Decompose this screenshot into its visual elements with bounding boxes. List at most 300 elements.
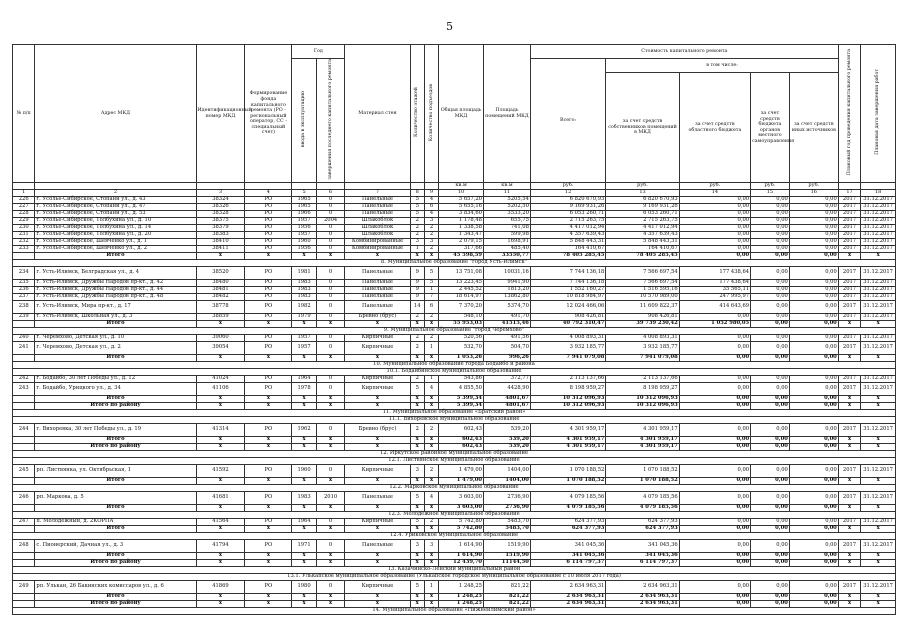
table-cell: 5 657,20: [439, 197, 484, 204]
table-cell: 1: [424, 376, 438, 383]
header-plan-date: Плановая дата завершения работ: [861, 45, 896, 183]
table-cell: 41314: [196, 424, 245, 437]
table-cell: 1 614,90: [439, 553, 484, 560]
table-cell: х: [196, 437, 245, 444]
table-cell: х: [424, 396, 438, 403]
units-row: [13, 183, 896, 190]
table-cell: 5 848 443,31: [606, 239, 679, 246]
table-cell: х: [316, 505, 345, 512]
table-cell: 18 614,97: [439, 294, 484, 301]
table-cell: 0,00: [789, 342, 838, 355]
table-cell: 0,00: [679, 376, 750, 383]
table-cell: 232: [13, 239, 35, 246]
table-cell: 0,00: [751, 287, 790, 294]
table-cell: 229: [13, 218, 35, 225]
table-cell: [13, 560, 35, 567]
table-cell: 2: [424, 465, 438, 478]
table-cell: 2736,90: [483, 505, 530, 512]
table-cell: 38520: [196, 267, 245, 280]
table-cell: 504,70: [483, 342, 530, 355]
table-cell: 0,00: [789, 519, 838, 526]
table-cell: 0,00: [789, 444, 838, 451]
table-cell: 9 169 931,26: [530, 204, 605, 211]
table-cell: 1 248,25: [439, 594, 484, 601]
table-cell: 1982: [292, 301, 316, 314]
table-cell: 0,00: [789, 355, 838, 362]
table-cell: х: [838, 437, 860, 444]
table-cell: 0,00: [751, 218, 790, 225]
table-cell: 2017: [838, 294, 860, 301]
table-cell: 7 566 697,54: [606, 267, 679, 280]
table-cell: 4 855,50: [439, 383, 484, 396]
table-cell: х: [245, 526, 292, 533]
table-cell: 31.12.2017: [861, 540, 896, 553]
table-cell: 0,00: [679, 437, 750, 444]
table-cell: 1 178,48: [439, 218, 484, 225]
table-cell: РО: [245, 204, 292, 211]
header-fund: Формирование фонда капитального ремонта (РО - региональный оператор, СС - специальный счет): [245, 45, 292, 183]
table-cell: 0: [316, 342, 345, 355]
table-cell: 3: [424, 218, 438, 225]
table-cell: х: [345, 355, 410, 362]
table-cell: 6 820 670,93: [606, 197, 679, 204]
table-cell: 0,00: [751, 197, 790, 204]
table-cell: 1964: [292, 519, 316, 526]
table-cell: 2017: [838, 376, 860, 383]
table-header: [13, 45, 896, 197]
table-cell: г. Черемхово, Детская ул., д. 10: [35, 335, 196, 342]
table-cell: РО: [245, 519, 292, 526]
table-cell: Панельные: [345, 287, 410, 294]
table-cell: 602,43: [439, 444, 484, 451]
table-cell: х: [196, 601, 245, 608]
column-number: 16: [789, 190, 838, 197]
table-cell: 0,00: [789, 560, 838, 567]
table-cell: 2 715 263,75: [606, 218, 679, 225]
table-cell: 2: [424, 246, 438, 253]
table-cell: 6: [424, 204, 438, 211]
column-number: 4: [245, 190, 292, 197]
table-cell: 31.12.2017: [861, 314, 896, 321]
header-regional: за счет средств областного бюджета: [679, 73, 750, 183]
table-cell: 341 045,36: [606, 553, 679, 560]
table-cell: РО: [245, 267, 292, 280]
table-cell: 0,00: [679, 540, 750, 553]
table-cell: х: [838, 478, 860, 485]
table-cell: х: [245, 437, 292, 444]
table-cell: х: [196, 594, 245, 601]
table-cell: 78 405 285,45: [606, 253, 679, 260]
table-cell: 0,00: [751, 403, 790, 410]
table-cell: 0: [316, 335, 345, 342]
table-cell: 0,00: [789, 314, 838, 321]
table-cell: Панельные: [345, 211, 410, 218]
table-cell: х: [424, 437, 438, 444]
table-cell: 1519,90: [483, 540, 530, 553]
table-cell: 2: [410, 335, 424, 342]
table-cell: 2017: [838, 301, 860, 314]
table-cell: РО: [245, 465, 292, 478]
table-cell: х: [424, 594, 438, 601]
table-cell: 1957: [292, 232, 316, 239]
table-cell: 2017: [838, 465, 860, 478]
section-header-row: [13, 369, 896, 376]
table-cell: 247 995,97: [679, 294, 750, 301]
table-cell: г. Вихоревка, 30 лет Победы ул., д. 19: [35, 424, 196, 437]
table-cell: 2017: [838, 218, 860, 225]
table-cell: 602,43: [439, 424, 484, 437]
table-cell: 7 370,20: [439, 301, 484, 314]
table-cell: х: [424, 444, 438, 451]
table-cell: 1956: [292, 246, 316, 253]
table-cell: 0,00: [789, 253, 838, 260]
table-cell: 1957: [292, 218, 316, 225]
table-cell: 9 169 931,26: [606, 204, 679, 211]
table-cell: х: [410, 321, 424, 328]
table-cell: 0,00: [751, 540, 790, 553]
table-cell: 1980: [292, 581, 316, 594]
table-cell: 38324: [196, 197, 245, 204]
table-cell: 4 079 185,56: [530, 492, 605, 505]
table-cell: 9: [410, 287, 424, 294]
table-cell: х: [410, 594, 424, 601]
table-cell: х: [410, 505, 424, 512]
table-cell: 5: [410, 492, 424, 505]
table-cell: 78 405 285,45: [530, 253, 605, 260]
table-cell: 0,00: [679, 204, 750, 211]
section-header-row: [13, 485, 896, 492]
table-cell: х: [316, 253, 345, 260]
section-title: 14. Муниципальное образование «Нижнеилимский район»: [13, 608, 896, 615]
table-cell: 2: [410, 314, 424, 321]
table-cell: х: [196, 321, 245, 328]
table-cell: 40 792 310,47: [530, 321, 605, 328]
table-cell: 10 312 096,93: [530, 403, 605, 410]
table-cell: 3 834,60: [439, 211, 484, 218]
table-cell: 1: [424, 581, 438, 594]
table-cell: 0,00: [789, 581, 838, 594]
table-cell: 3: [410, 540, 424, 553]
table-cell: 31.12.2017: [861, 424, 896, 437]
table-cell: 2017: [838, 314, 860, 321]
table-cell: 39 739 230,42: [606, 321, 679, 328]
table-cell: 0,00: [679, 505, 750, 512]
table-row: [13, 540, 896, 553]
column-number: 5: [292, 190, 316, 197]
table-cell: 0,00: [679, 526, 750, 533]
table-cell: 2 113 137,66: [530, 376, 605, 383]
table-cell: 0,00: [789, 267, 838, 280]
table-cell: 4 079 185,56: [606, 505, 679, 512]
table-cell: х: [410, 396, 424, 403]
header-other: за счет средств иных источников: [789, 73, 838, 183]
table-cell: х: [410, 444, 424, 451]
table-cell: х: [316, 560, 345, 567]
table-cell: х: [861, 601, 896, 608]
table-cell: 12 439,70: [439, 560, 484, 567]
table-cell: 2 113 137,66: [606, 376, 679, 383]
table-cell: 1 052 980,05: [679, 321, 750, 328]
table-cell: х: [410, 478, 424, 485]
table-cell: х: [410, 526, 424, 533]
table-cell: х: [410, 355, 424, 362]
table-cell: х: [861, 594, 896, 601]
table-cell: Итого: [35, 355, 196, 362]
table-cell: 0,00: [679, 594, 750, 601]
header-year-works: Плановый год проведения капитального ремонта: [838, 45, 860, 183]
table-cell: х: [345, 526, 410, 533]
table-cell: г. Усолье-Сибирское, Стопани ул., д. 47: [35, 204, 196, 211]
table-cell: 0,00: [751, 232, 790, 239]
table-cell: 3 932 185,77: [606, 342, 679, 355]
table-cell: 2: [410, 225, 424, 232]
table-cell: х: [861, 321, 896, 328]
table-cell: 3 932 185,77: [530, 342, 605, 355]
table-cell: 10 312 096,93: [606, 403, 679, 410]
table-cell: 4: [424, 492, 438, 505]
table-cell: 7 744 136,18: [530, 280, 605, 287]
table-cell: 6 820 670,93: [530, 197, 605, 204]
table-cell: 38328: [196, 211, 245, 218]
table-cell: Панельные: [345, 492, 410, 505]
table-cell: 33550,77: [483, 253, 530, 260]
table-cell: 0,00: [789, 465, 838, 478]
unit-cell: руб.: [679, 183, 750, 190]
table-cell: 2: [424, 424, 438, 437]
table-cell: [13, 396, 35, 403]
table-cell: 543,86: [439, 376, 484, 383]
table-cell: 2017: [838, 246, 860, 253]
table-cell: х: [292, 526, 316, 533]
header-entrances: Количество подъездов: [424, 45, 438, 183]
table-cell: х: [345, 553, 410, 560]
table-cell: х: [245, 444, 292, 451]
table-cell: Панельные: [345, 267, 410, 280]
table-cell: 4 301 959,17: [606, 437, 679, 444]
table-cell: г. Усть-Илимск, Дружбы Народов пр-кт., д. 48: [35, 294, 196, 301]
table-cell: 241: [13, 342, 35, 355]
table-cell: 0,00: [789, 232, 838, 239]
table-cell: х: [316, 553, 345, 560]
section-title: 8. Муниципальное образование "город Усть-Илимск": [13, 260, 896, 267]
table-cell: х: [292, 321, 316, 328]
table-cell: 249: [13, 581, 35, 594]
table-cell: 2: [424, 519, 438, 526]
table-cell: х: [245, 505, 292, 512]
table-cell: 539,20: [483, 444, 530, 451]
table-cell: [13, 403, 35, 410]
table-cell: Бревно (брус): [345, 314, 410, 321]
table-cell: г. Усолье-Сибирское, Толбухина ул., д. 20: [35, 232, 196, 239]
table-cell: 539,20: [483, 437, 530, 444]
table-cell: 230: [13, 225, 35, 232]
section-title: 9. Муниципальное образование "город Черемхово": [13, 328, 896, 335]
table-cell: х: [292, 444, 316, 451]
table-cell: х: [861, 396, 896, 403]
table-cell: Панельные: [345, 540, 410, 553]
table-cell: 0,00: [751, 581, 790, 594]
table-cell: 1 343,47: [439, 232, 484, 239]
section-title: 11.1. Вихоревское муниципальное образование: [13, 417, 896, 424]
table-cell: 655,75: [483, 218, 530, 225]
section-title: 13.1. Улькапское муниципальное образование (Улькапское городское муниципальное образование с 10 июля 2017 года): [13, 574, 896, 581]
table-cell: х: [424, 403, 438, 410]
section-header-row: [13, 328, 896, 335]
table-cell: РО: [245, 376, 292, 383]
table-cell: х: [345, 560, 410, 567]
table-cell: х: [196, 355, 245, 362]
table-cell: 10 312 096,93: [606, 396, 679, 403]
table-cell: 0,00: [751, 204, 790, 211]
table-cell: 5 655,16: [439, 204, 484, 211]
table-cell: 5: [424, 267, 438, 280]
table-cell: [13, 601, 35, 608]
column-number: 11: [483, 190, 530, 197]
header-cost-total: Всего:: [530, 59, 605, 183]
column-number: 7: [345, 190, 410, 197]
table-cell: 1 070 188,52: [606, 465, 679, 478]
table-cell: 0: [316, 383, 345, 396]
table-cell: г. Усолье-Сибирское, Стопани ул., д. 43: [35, 197, 196, 204]
table-cell: Панельные: [345, 280, 410, 287]
table-cell: 0,00: [751, 253, 790, 260]
table-cell: 31.12.2017: [861, 197, 896, 204]
table-cell: х: [424, 526, 438, 533]
table-cell: [13, 478, 35, 485]
table-cell: 31.12.2017: [861, 301, 896, 314]
table-cell: 4801,67: [483, 403, 530, 410]
table-cell: 0: [316, 204, 345, 211]
table-cell: 39054: [196, 342, 245, 355]
table-cell: х: [838, 403, 860, 410]
table-cell: 0: [316, 519, 345, 526]
table-cell: 341 045,36: [530, 540, 605, 553]
table-cell: 3: [410, 239, 424, 246]
table-cell: х: [424, 478, 438, 485]
table-cell: Панельные: [345, 294, 410, 301]
table-cell: 0,00: [789, 211, 838, 218]
table-cell: х: [292, 560, 316, 567]
table-cell: 0,00: [679, 211, 750, 218]
table-row: [13, 465, 896, 478]
table-cell: 3 603,00: [439, 505, 484, 512]
table-cell: 2 634 963,31: [606, 594, 679, 601]
table-cell: 4 301 959,17: [530, 437, 605, 444]
table-cell: 0,00: [679, 232, 750, 239]
column-number: 18: [861, 190, 896, 197]
table-cell: 1964: [292, 376, 316, 383]
table-cell: 4 357 639,43: [606, 232, 679, 239]
table-cell: 164 410,67: [530, 246, 605, 253]
table-cell: 31.12.2017: [861, 519, 896, 526]
table-cell: Итого: [35, 437, 196, 444]
table-cell: 2 634 963,31: [530, 601, 605, 608]
table-cell: 2017: [838, 267, 860, 280]
table-cell: 0,00: [789, 478, 838, 485]
table-cell: г. Усть-Илимск, Дружбы Народов пр-кт., д. 42: [35, 280, 196, 287]
table-cell: Итого: [35, 553, 196, 560]
table-cell: РО: [245, 424, 292, 437]
table-cell: 0: [316, 376, 345, 383]
table-cell: 5483,70: [483, 519, 530, 526]
table-cell: 236: [13, 287, 35, 294]
table-cell: 6 114 797,37: [606, 560, 679, 567]
table-cell: х: [292, 601, 316, 608]
table-cell: 31.12.2017: [861, 239, 896, 246]
table-cell: г. Бодайбо, 30 лет Победы ул., д. 12: [35, 376, 196, 383]
table-cell: 0,00: [751, 301, 790, 314]
column-number: 2: [35, 190, 196, 197]
table-cell: х: [292, 355, 316, 362]
table-cell: 0,00: [751, 355, 790, 362]
table-cell: х: [410, 560, 424, 567]
table-cell: 996,26: [483, 355, 530, 362]
table-cell: Комбинированные: [345, 246, 410, 253]
table-cell: 0,00: [789, 287, 838, 294]
table-cell: 1 248,25: [439, 581, 484, 594]
table-cell: 41592: [196, 465, 245, 478]
table-cell: 0: [316, 211, 345, 218]
table-cell: 0,00: [789, 594, 838, 601]
table-cell: 41106: [196, 383, 245, 396]
table-cell: 234: [13, 267, 35, 280]
table-cell: 0,00: [679, 465, 750, 478]
table-cell: 0: [316, 465, 345, 478]
table-cell: 0,00: [789, 526, 838, 533]
total-row: [13, 594, 896, 601]
table-cell: х: [424, 321, 438, 328]
table-cell: 0,00: [751, 505, 790, 512]
table-cell: [13, 321, 35, 328]
table-cell: 0,00: [751, 239, 790, 246]
table-cell: 1956: [292, 225, 316, 232]
table-cell: 0,00: [751, 437, 790, 444]
table-cell: х: [196, 444, 245, 451]
table-cell: х: [861, 526, 896, 533]
table-cell: х: [316, 437, 345, 444]
table-cell: 491,70: [483, 314, 530, 321]
table-cell: РО: [245, 232, 292, 239]
table-cell: 0,00: [679, 581, 750, 594]
table-cell: х: [424, 253, 438, 260]
table-cell: х: [861, 403, 896, 410]
table-cell: 228: [13, 211, 35, 218]
table-cell: РО: [245, 383, 292, 396]
table-cell: х: [838, 321, 860, 328]
table-cell: г. Усть-Илимск, Белградская ул., д. 4: [35, 267, 196, 280]
table-cell: 2017: [838, 492, 860, 505]
table-cell: 0,00: [679, 355, 750, 362]
table-cell: 0,00: [789, 396, 838, 403]
table-cell: 0,00: [751, 465, 790, 478]
table-cell: х: [245, 403, 292, 410]
table-cell: х: [292, 478, 316, 485]
table-cell: 2017: [838, 204, 860, 211]
table-cell: 1965: [292, 197, 316, 204]
table-cell: 548,10: [439, 314, 484, 321]
table-cell: х: [316, 444, 345, 451]
table-cell: 2010: [316, 492, 345, 505]
column-number: 1: [13, 190, 35, 197]
table-cell: Итого: [35, 321, 196, 328]
table-cell: 0: [316, 246, 345, 253]
unit-cell: руб.: [789, 183, 838, 190]
table-cell: 5 742,80: [439, 519, 484, 526]
table-cell: 11 609 822,37: [606, 301, 679, 314]
table-cell: х: [245, 253, 292, 260]
table-cell: 1966: [292, 211, 316, 218]
table-cell: х: [292, 253, 316, 260]
